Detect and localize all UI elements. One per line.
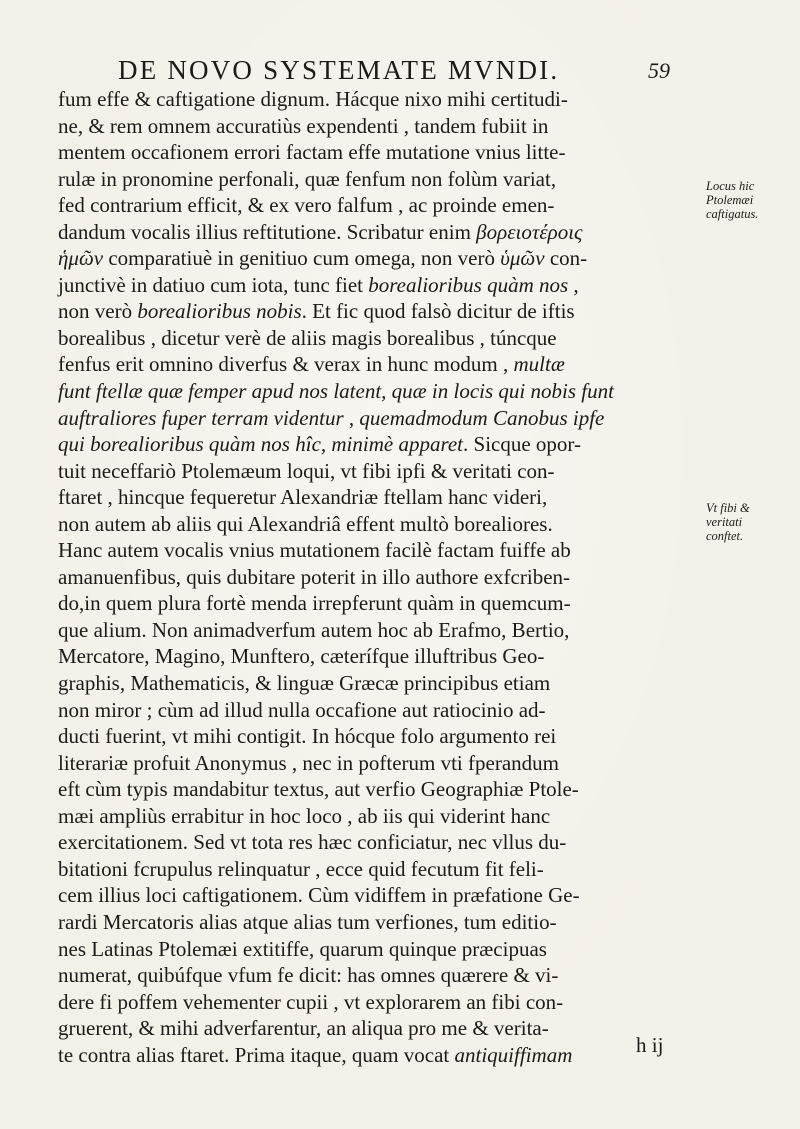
text-line — [58, 856, 688, 883]
text-line — [58, 776, 688, 803]
italic-text: quemadmodum Canobus ipfe — [359, 405, 605, 430]
text-run: dere fi poffem vehementer cupii , vt explorarem an fibi con- — [58, 989, 564, 1014]
greek-word: ἡμῶν — [58, 246, 104, 271]
text-line — [58, 803, 688, 830]
text-line — [58, 325, 688, 352]
text-run: ducti fuerint, vt mihi contigit. In hócque folo argumento rei — [58, 724, 557, 749]
text-line — [58, 564, 688, 591]
margin-note — [706, 179, 796, 221]
text-line — [58, 989, 688, 1016]
margin-note-line: conftet. — [706, 529, 744, 543]
text-run: gruerent, & mihi adverfarentur, an aliqua pro me & verita- — [58, 1016, 549, 1041]
text-line — [58, 936, 688, 963]
text-run: exercitationem. Sed vt tota res hæc conficiatur, nec vllus du- — [58, 830, 567, 855]
margin-note-line: Locus hic — [706, 179, 755, 193]
text-run: graphis, Mathematicis, & linguæ Græcæ principibus etiam — [58, 671, 551, 696]
italic-text: auftraliores fuper terram videntur — [58, 405, 344, 430]
text-line — [58, 139, 688, 166]
text-run: fed contrarium efficit, & ex vero falfum , ac proinde emen- — [58, 193, 555, 218]
text-line — [58, 405, 688, 432]
text-line — [58, 511, 688, 538]
text-line — [58, 909, 688, 936]
italic-text: borealioribus nobis — [137, 299, 302, 324]
text-line — [58, 882, 688, 909]
text-run: , — [568, 272, 579, 297]
text-line — [58, 86, 688, 113]
text-line — [58, 298, 688, 325]
text-run: amanuenfibus, quis dubitare poterit in illo authore exfcriben- — [58, 564, 571, 589]
text-line — [58, 245, 688, 272]
text-run: , — [343, 405, 360, 430]
text-line — [58, 458, 688, 485]
text-line — [58, 431, 688, 458]
text-line — [58, 697, 688, 724]
text-run: tuit neceffariò Ptolemæum loqui, vt fibi ipfi & veritati con- — [58, 458, 555, 483]
text-run: non miror ; cùm ad illud nulla occafione aut ratiocinio ad- — [58, 697, 546, 722]
body-text — [58, 86, 688, 1068]
page-number: 59 — [648, 58, 670, 83]
text-run: . Et fic quod falsò dicitur de iftis — [301, 299, 575, 324]
margin-note — [706, 501, 796, 543]
text-line — [58, 670, 688, 697]
running-title: DE NOVO SYSTEMATE MVNDI. — [118, 55, 560, 85]
text-line — [58, 590, 688, 617]
text-run: junctivè in datiuo cum iota, tunc fiet — [58, 272, 369, 297]
text-run: ftaret , hincque fequeretur Alexandriæ ftellam hanc videri, — [58, 485, 548, 510]
italic-text: qui borealioribus quàm nos hîc, minimè apparet — [58, 432, 464, 457]
text-run: Mercatore, Magino, Munftero, cæterífque illuftribus Geo- — [58, 644, 545, 669]
text-run: te contra alias ftaret. Prima itaque, quam vocat — [58, 1042, 455, 1067]
text-run: Hanc autem vocalis vnius mutationem facilè factam fuiffe ab — [58, 538, 571, 563]
margin-note-line: Ptolemæi — [706, 193, 754, 207]
text-line — [58, 1042, 688, 1069]
greek-word: ὑμῶν — [500, 246, 545, 271]
text-run: rulæ in pronomine perfonali, quæ fenfum non folùm variat, — [58, 166, 557, 191]
text-run: numerat, quibúfque vfum fe dicit: has omnes quærere & vi- — [58, 963, 559, 988]
text-run: literariæ profuit Anonymus , nec in pofterum vti fperandum — [58, 750, 559, 775]
text-line — [58, 113, 688, 140]
text-line — [58, 378, 688, 405]
text-run: non autem ab aliis qui Alexandriâ effent multò borealiores. — [58, 511, 553, 536]
text-line — [58, 1015, 688, 1042]
page-header — [118, 52, 678, 88]
margin-note-line: caftigatus. — [706, 207, 759, 221]
text-run: mentem occafionem errori factam effe mutatione vnius litte- — [58, 140, 566, 165]
text-line — [58, 643, 688, 670]
catchword: h ij — [636, 1033, 664, 1057]
italic-text: multæ — [513, 352, 565, 377]
text-line — [58, 962, 688, 989]
text-run: eft cùm typis mandabitur textus, aut verfio Geographiæ Ptole- — [58, 777, 579, 802]
text-line — [58, 351, 688, 378]
text-line — [58, 750, 688, 777]
text-run: non verò — [58, 299, 138, 324]
text-line — [58, 219, 688, 246]
text-run: que alium. Non animadverfum autem hoc ab Erafmo, Bertio, — [58, 617, 570, 642]
text-line — [58, 723, 688, 750]
greek-word: βορειοτέροις — [476, 219, 583, 244]
text-run: ne, & rem omnem accuratiùs expendenti , tandem fubiit in — [58, 113, 549, 138]
text-run: cem illius loci caftigationem. Cùm vidiffem in præfatione Ge- — [58, 883, 580, 908]
margin-note-line: veritati — [706, 515, 743, 529]
italic-text: funt ftellæ quæ femper apud nos latent, quæ in locis qui nobis funt — [58, 379, 614, 404]
text-run: rardi Mercatoris alias atque alias tum verfiones, tum editio- — [58, 909, 557, 934]
text-run: dandum vocalis illius reftitutione. Scribatur enim — [58, 219, 477, 244]
text-line — [58, 192, 688, 219]
text-run: do,in quem plura fortè menda irrepferunt quàm in quemcum- — [58, 591, 571, 616]
text-line — [58, 537, 688, 564]
text-line — [58, 272, 688, 299]
text-line — [58, 166, 688, 193]
text-run: fum effe & caftigatione dignum. Hácque nixo mihi certitudi- — [58, 87, 568, 111]
text-run: . Sicque opor- — [463, 432, 581, 457]
text-run: con- — [544, 246, 588, 271]
italic-text: borealioribus quàm nos — [368, 272, 569, 297]
text-line — [58, 484, 688, 511]
text-run: mæi ampliùs errabitur in hoc loco , ab iis qui viderint hanc — [58, 803, 551, 828]
text-line — [58, 829, 688, 856]
margin-note-line: Vt fibi & — [706, 501, 750, 515]
text-line — [58, 617, 688, 644]
text-run: comparatiuè in genitiuo cum omega, non verò — [103, 246, 501, 271]
text-run: nes Latinas Ptolemæi extitiffe, quarum quinque præcipuas — [58, 936, 547, 961]
text-run: fenfus erit omnino diverfus & verax in hunc modum , — [58, 352, 514, 377]
italic-text: antiquiffimam — [454, 1042, 573, 1067]
text-run: bitationi fcrupulus relinquatur , ecce quid fecutum fit feli- — [58, 856, 544, 881]
text-run: borealibus , dicetur verè de aliis magis borealibus , túncque — [58, 325, 557, 350]
